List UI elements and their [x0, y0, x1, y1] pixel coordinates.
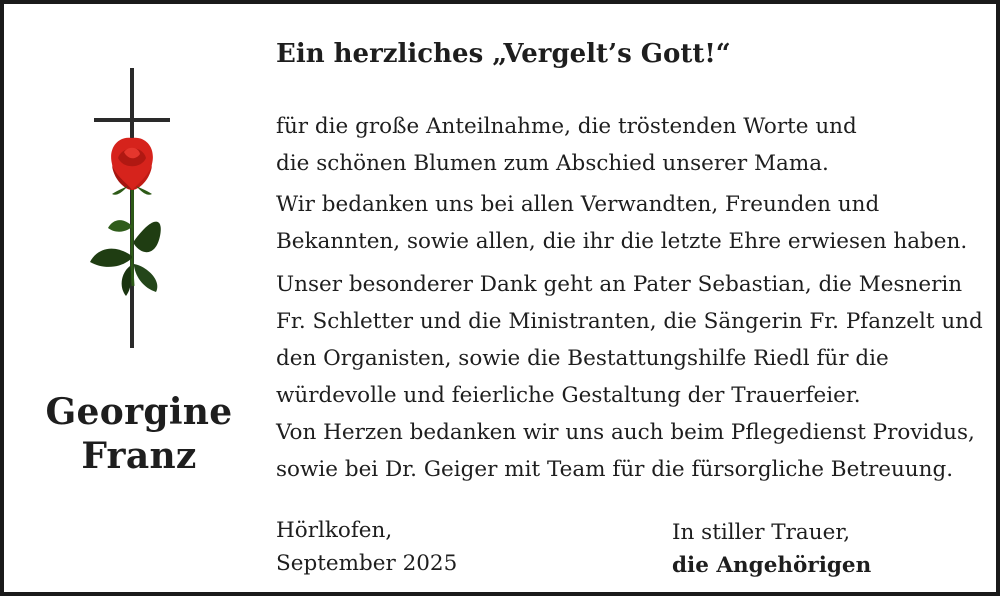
last-name: Franz — [81, 435, 197, 477]
place: Hörlkofen, — [276, 518, 393, 543]
deceased-name — [8, 390, 270, 478]
text-line: würdevolle und feierliche Gestaltung der Trauerfeier. — [276, 383, 861, 408]
paragraph-thanks — [276, 108, 857, 182]
signoff-line: In stiller Trauer, — [672, 520, 851, 545]
text-line: Bekannten, sowie allen, die ihr die letzte Ehre erwiesen haben. — [276, 229, 968, 254]
paragraph-relatives — [276, 186, 967, 260]
place-date — [276, 514, 457, 580]
date: September 2025 — [276, 551, 458, 576]
text-line: die schönen Blumen zum Abschied unserer Mama. — [276, 151, 829, 176]
cross-with-rose-icon — [82, 66, 182, 356]
headline: Ein herzliches „Vergelt’s Gott!“ — [276, 39, 731, 69]
text-line: Wir bedanken uns bei allen Verwandten, Freunden und — [276, 192, 880, 217]
signoff — [672, 516, 871, 582]
text-line: Fr. Schletter und die Ministranten, die Sängerin Fr. Pfanzelt und — [276, 309, 983, 334]
text-line: Von Herzen bedanken wir uns auch beim Pflegedienst Providus, — [276, 420, 975, 445]
signoff-family: die Angehörigen — [672, 553, 872, 578]
left-column — [8, 8, 258, 596]
paragraph-care-thanks — [276, 414, 975, 488]
paragraph-special-thanks — [276, 266, 983, 414]
text-line: Unser besonderer Dank geht an Pater Sebastian, die Mesnerin — [276, 272, 963, 297]
text-line: den Organisten, sowie die Bestattungshilfe Riedl für die — [276, 346, 889, 371]
text-line: sowie bei Dr. Geiger mit Team für die fürsorgliche Betreuung. — [276, 457, 954, 482]
first-name: Georgine — [45, 391, 233, 433]
text-line: für die große Anteilnahme, die tröstenden Worte und — [276, 114, 857, 139]
